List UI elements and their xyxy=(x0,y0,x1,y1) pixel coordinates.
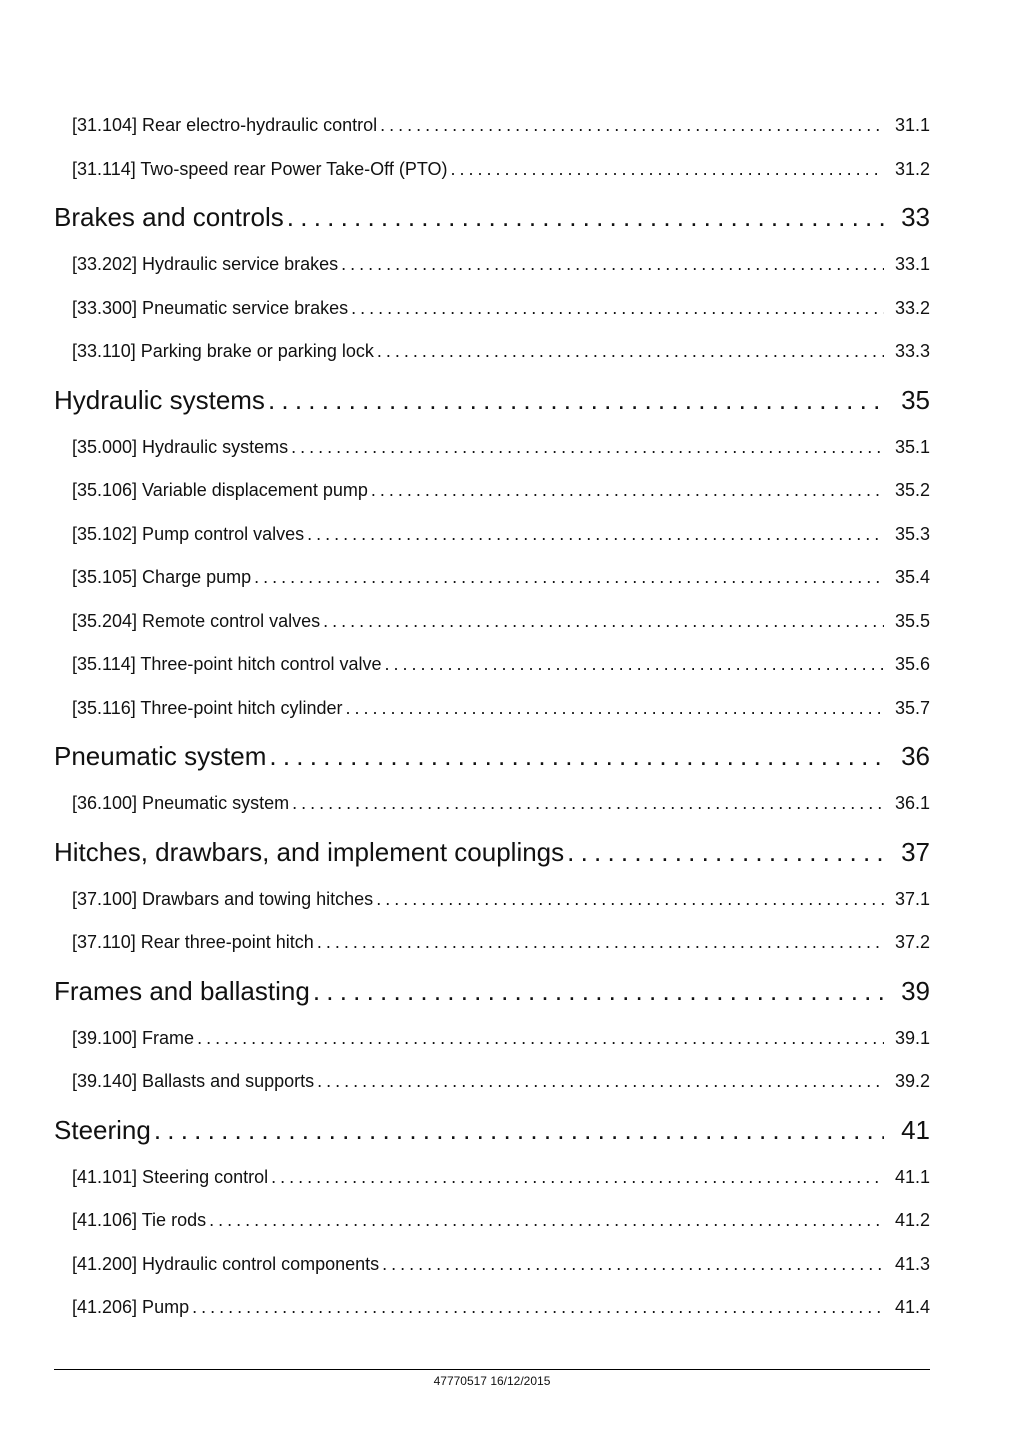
section-title: [41.206] Pump xyxy=(72,1297,190,1317)
toc-section-entry[interactable] xyxy=(54,148,930,192)
dot-leader xyxy=(382,1243,884,1287)
toc-section-entry[interactable] xyxy=(54,104,930,148)
page-number: 36 xyxy=(901,741,930,771)
page-number: 35 xyxy=(901,384,930,415)
toc-chapter-entry[interactable] xyxy=(54,191,930,243)
section-title: [36.100] Pneumatic system xyxy=(72,793,290,813)
page-number: 31.2 xyxy=(894,158,930,179)
dot-leader xyxy=(317,921,884,965)
toc-section-entry[interactable] xyxy=(54,243,930,287)
page-number: 33.3 xyxy=(894,341,930,361)
toc-section-entry[interactable] xyxy=(54,782,930,826)
dot-leader xyxy=(351,287,884,331)
chapter-title: Hydraulic systems xyxy=(54,384,265,415)
dot-leader xyxy=(292,782,884,826)
table-of-contents xyxy=(54,104,930,1330)
section-title: [35.116] Three-point hitch cylinder xyxy=(72,697,343,718)
section-title: [35.000] Hydraulic systems xyxy=(72,436,289,457)
section-title: [39.100] Frame xyxy=(72,1027,195,1048)
dot-leader xyxy=(307,513,884,557)
dot-leader xyxy=(271,1156,884,1200)
toc-section-entry[interactable] xyxy=(54,287,930,331)
page-number: 35.2 xyxy=(894,480,930,500)
page-number: 41 xyxy=(901,1114,930,1145)
toc-section-entry[interactable] xyxy=(54,1243,930,1287)
page-number: 35.4 xyxy=(894,567,930,587)
dot-leader xyxy=(254,556,884,600)
dot-leader xyxy=(451,148,884,192)
dot-leader xyxy=(192,1286,884,1330)
page-number: 41.1 xyxy=(894,1166,930,1187)
dot-leader xyxy=(268,374,884,426)
toc-section-entry[interactable] xyxy=(54,643,930,687)
page-number: 41.4 xyxy=(894,1297,930,1317)
section-title: [39.140] Ballasts and supports xyxy=(72,1071,315,1091)
section-title: [41.200] Hydraulic control components xyxy=(72,1253,380,1274)
dot-leader xyxy=(376,878,884,922)
section-title: [35.114] Three-point hitch control valve xyxy=(72,654,382,674)
page-number: 35.6 xyxy=(894,654,930,674)
dot-leader xyxy=(341,243,884,287)
toc-section-entry[interactable] xyxy=(54,469,930,513)
toc-section-entry[interactable] xyxy=(54,878,930,922)
page-number: 39.1 xyxy=(894,1027,930,1048)
section-title: [33.110] Parking brake or parking lock xyxy=(72,341,374,361)
dot-leader xyxy=(317,1060,884,1104)
toc-section-entry[interactable] xyxy=(54,513,930,557)
chapter-title: Frames and ballasting xyxy=(54,975,310,1006)
toc-section-entry[interactable] xyxy=(54,687,930,731)
page-number: 37.1 xyxy=(894,888,930,909)
page-number: 41.2 xyxy=(894,1210,930,1230)
page-number: 35.7 xyxy=(894,697,930,718)
dot-leader xyxy=(313,965,884,1017)
toc-section-entry[interactable] xyxy=(54,1286,930,1330)
section-title: [35.106] Variable displacement pump xyxy=(72,480,368,500)
dot-leader xyxy=(346,687,885,731)
dot-leader xyxy=(377,330,884,374)
dot-leader xyxy=(269,730,884,782)
page-number: 35.3 xyxy=(894,523,930,544)
dot-leader xyxy=(291,426,884,470)
toc-chapter-entry[interactable] xyxy=(54,1104,930,1156)
toc-section-entry[interactable] xyxy=(54,426,930,470)
toc-section-entry[interactable] xyxy=(54,1199,930,1243)
page-number: 35.1 xyxy=(894,436,930,457)
section-title: [37.100] Drawbars and towing hitches xyxy=(72,888,374,909)
section-title: [41.101] Steering control xyxy=(72,1166,269,1187)
dot-leader xyxy=(154,1104,884,1156)
footer-doc-id: 47770517 16/12/2015 xyxy=(433,1374,551,1388)
dot-leader xyxy=(380,104,884,148)
toc-section-entry[interactable] xyxy=(54,330,930,374)
section-title: [37.110] Rear three-point hitch xyxy=(72,932,314,952)
toc-chapter-entry[interactable] xyxy=(54,965,930,1017)
page-number: 33 xyxy=(901,202,930,232)
dot-leader xyxy=(287,191,884,243)
toc-section-entry[interactable] xyxy=(54,1017,930,1061)
section-title: [41.106] Tie rods xyxy=(72,1210,207,1230)
toc-section-entry[interactable] xyxy=(54,1060,930,1104)
toc-section-entry[interactable] xyxy=(54,1156,930,1200)
dot-leader xyxy=(323,600,884,644)
page-number: 33.1 xyxy=(894,254,930,274)
page-number: 39 xyxy=(901,975,930,1006)
chapter-title: Hitches, drawbars, and implement couplings xyxy=(54,836,565,867)
page-number: 39.2 xyxy=(894,1071,930,1091)
page-number: 35.5 xyxy=(894,610,930,631)
dot-leader xyxy=(567,826,884,878)
toc-chapter-entry[interactable] xyxy=(54,826,930,878)
toc-section-entry[interactable] xyxy=(54,600,930,644)
toc-chapter-entry[interactable] xyxy=(54,374,930,426)
toc-section-entry[interactable] xyxy=(54,556,930,600)
dot-leader xyxy=(197,1017,884,1061)
section-title: [35.204] Remote control valves xyxy=(72,610,321,631)
page-number: 31.1 xyxy=(894,115,930,135)
page-number: 37 xyxy=(901,836,930,867)
section-title: [35.105] Charge pump xyxy=(72,567,252,587)
section-title: [33.202] Hydraulic service brakes xyxy=(72,254,339,274)
page-number: 37.2 xyxy=(894,932,930,952)
chapter-title: Brakes and controls xyxy=(54,202,284,232)
section-title: [33.300] Pneumatic service brakes xyxy=(72,297,349,318)
toc-chapter-entry[interactable] xyxy=(54,730,930,782)
dot-leader xyxy=(385,643,884,687)
section-title: [31.114] Two-speed rear Power Take-Off (PTO) xyxy=(72,158,448,179)
page-number: 36.1 xyxy=(894,793,930,813)
section-title: [35.102] Pump control valves xyxy=(72,523,305,544)
chapter-title: Steering xyxy=(54,1114,151,1145)
dot-leader xyxy=(371,469,884,513)
toc-section-entry[interactable] xyxy=(54,921,930,965)
footer-divider xyxy=(54,1369,930,1370)
page-number: 33.2 xyxy=(894,297,930,318)
dot-leader xyxy=(209,1199,884,1243)
page-number: 41.3 xyxy=(894,1253,930,1274)
chapter-title: Pneumatic system xyxy=(54,741,267,771)
section-title: [31.104] Rear electro-hydraulic control xyxy=(72,115,378,135)
